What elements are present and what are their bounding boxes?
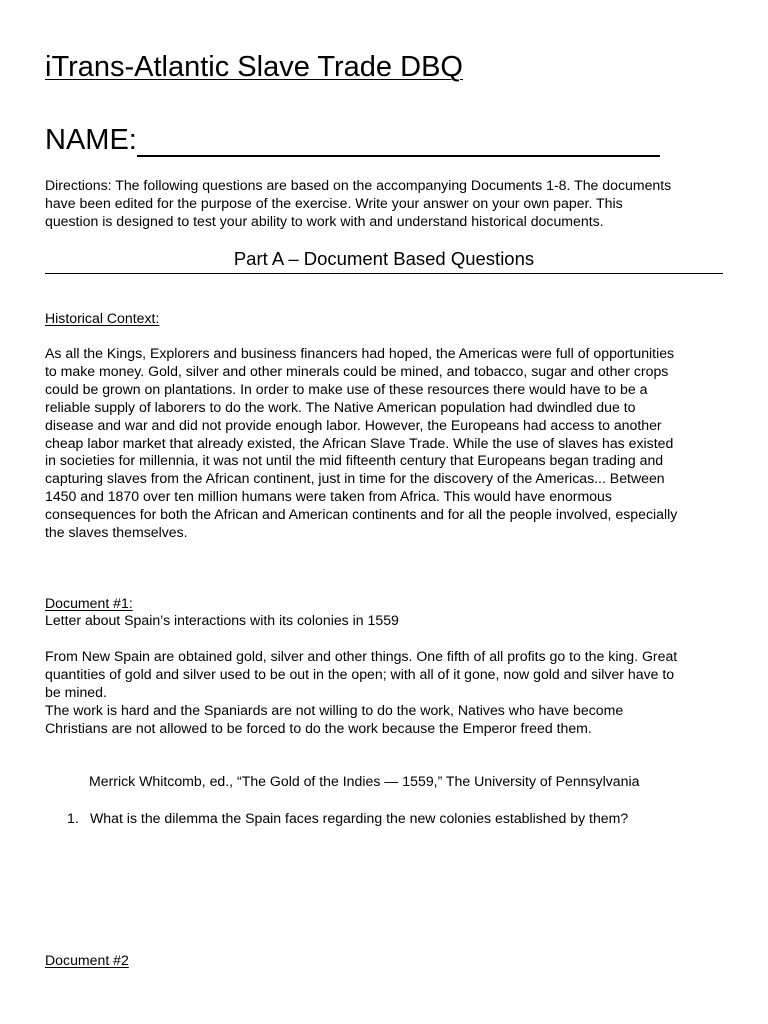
page-title: iTrans-Atlantic Slave Trade DBQ	[45, 51, 463, 83]
name-blank-line	[137, 124, 660, 157]
context-line: As all the Kings, Explorers and business financers had hoped, the Americas were full of opportunities	[45, 345, 675, 361]
context-line: consequences for both the African and American continents and for all the people involved, especially	[45, 506, 678, 523]
document-1-line: From New Spain are obtained gold, silver and other things. One fifth of all profits go to the king. Great	[45, 648, 678, 664]
document-1-line: Christians are not allowed to be forced to do the work because the Emperor freed them.	[45, 719, 592, 736]
context-line: to make money. Gold, silver and other minerals could be mined, and tobacco, sugar and other crops	[45, 362, 669, 379]
question-1	[67, 809, 628, 827]
part-a-heading: Part A – Document Based Questions	[45, 247, 723, 274]
context-line: disease and war and did not provide enough labor. However, the Europeans had access to another	[45, 416, 662, 433]
document-1-text	[45, 648, 725, 738]
context-line: reliable supply of laborers to do the work. The Native American population had dwindled due to	[45, 398, 636, 415]
historical-context-label: Historical Context:	[45, 310, 160, 326]
directions-line: have been edited for the purpose of the exercise. Write your answer on your own paper. This	[45, 194, 623, 211]
context-line: in societies for millennia, it was not until the mid fifteenth century that Europeans began trading and	[45, 452, 664, 469]
document-1-citation: Merrick Whitcomb, ed., “The Gold of the Indies — 1559,” The University of Pennsylvania	[89, 773, 640, 789]
name-field	[45, 123, 660, 157]
context-line: capturing slaves from the African continent, just in time for the discovery of the Americas... Between	[45, 470, 665, 487]
document-2-label: Document #2	[45, 952, 129, 968]
context-line: cheap labor market that already existed, the African Slave Trade. While the use of slaves has existed	[45, 434, 674, 451]
directions-line: question is designed to test your ability to work with and understand historical documents.	[45, 212, 604, 229]
historical-context-paragraph	[45, 345, 725, 542]
document-1-line: be mined.	[45, 683, 107, 700]
name-label: NAME:	[45, 124, 137, 156]
document-1-line: quantities of gold and silver used to be out in the open; with all of it gone, now gold and silver have to	[45, 665, 675, 682]
document-1-subtitle: Letter about Spain’s interactions with its colonies in 1559	[45, 612, 399, 628]
directions-line: Directions: The following questions are based on the accompanying Documents 1-8. The documents	[45, 177, 672, 193]
document-1-line: The work is hard and the Spaniards are not willing to do the work, Natives who have become	[45, 701, 624, 718]
context-line: the slaves themselves.	[45, 524, 188, 541]
question-text: What is the dilemma the Spain faces regarding the new colonies established by them?	[90, 810, 629, 826]
document-1-label: Document #1:	[45, 595, 133, 611]
directions-paragraph	[45, 177, 725, 231]
context-line: 1450 and 1870 over ten million humans were taken from Africa. This would have enormous	[45, 488, 612, 505]
context-line: could be grown on plantations. In order to make use of these resources there would have to be a	[45, 380, 648, 397]
question-number: 1.	[67, 810, 79, 826]
